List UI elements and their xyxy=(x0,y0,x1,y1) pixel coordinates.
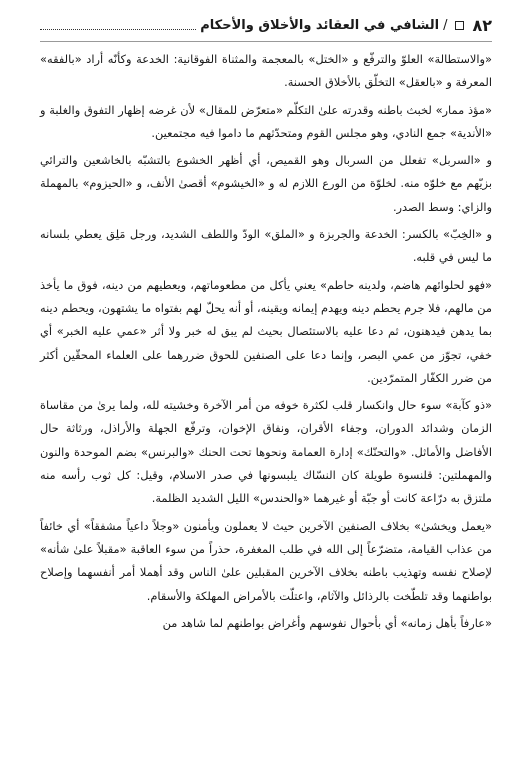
paragraph xyxy=(40,612,492,635)
paragraph-text: و «السربل» تفعلل من السربال وهو القميص، أي أظهر الخشوع بالتشبّه بالخاشعين والترائي بزيّهم مع خلوّه منه. لخلوّة من الورع اللازم له و «الخيشوم» أقصىٰ الأنف، و «الحيزوم» بالمهملة والزاي: وسط الصدر. xyxy=(40,153,492,214)
paragraph-text: «ذو كآبة» سوء حال وانكسار قلب لكثرة خوفه من أمر الآخرة وخشيته لله، ولما يرىٰ من مقاساة الزمان وشدائد الدوران، وجفاء الأقران، ونفاق الإخوان، وترفّع الجهلة والأراذل، ورثاثة حال الأفاضل والأماثل. «والتحنّك» إدارة العمامة ونحوها تحت الحنك «والبرنس» بضم الموحدة والنون والمهملتين: قلنسوة طويلة كان النسّاك يلبسونها في صدر الاسلام، وقيل: كل ثوب رأسه منه ملتزق به درّاعة كانت أو جبّة أو غيرهما «والحندس» الليل الشديد الظلمة. xyxy=(40,398,492,506)
paragraph-text: و «الخِبّ» بالكسر: الخدعة والجربزة و «الملق» الودّ واللطف الشديد، ورجل مَلِق يعطي بلسانه ما ليس في قلبه. xyxy=(40,227,492,265)
paragraph xyxy=(40,149,492,219)
paragraph xyxy=(40,223,492,270)
paragraph-text: «يعمل ويخشىٰ» بخلاف الصنفين الآخرين حيث لا يعملون ويأمنون «وجلاً داعياً مشفقاً» أي خائفاً من عذاب القيامة، متضرّعاً إلى الله في طلب المغفرة، حذراً من سوء العاقبة «مقبلاً علىٰ شأنه» لإصلاح نفسه وتهذيب باطنه بخلاف الآخرين المقبلين علىٰ الناس وقد أهملا أمر أنفسهما وإصلاح بواطنهما وقد تلطّخت بالرذائل والآثام، واعتلّت بالأمراض المهلكة والأسقام. xyxy=(40,518,492,603)
paragraph xyxy=(40,515,492,608)
page-header xyxy=(40,12,492,38)
page-body xyxy=(40,48,492,639)
paragraph xyxy=(40,99,492,146)
running-title: الشافي في العقائد والأخلاق والأحكام xyxy=(200,17,440,33)
paragraph xyxy=(40,48,492,95)
dotted-leader xyxy=(40,19,196,30)
header-separator: / xyxy=(443,17,448,33)
paragraph-text: «والاستطالة» العلوّ والترفّع و «الختل» بالمعجمة والمثناة الفوقانية: الخدعة وكأنّه أراد «بالفقه» المعرفة و «بالعقل» التخلّق بالأخلاق الحسنة. xyxy=(40,52,492,90)
square-ornament-icon xyxy=(455,21,464,30)
paragraph xyxy=(40,394,492,510)
paragraph-text: «مؤذ ممار» لخبث باطنه وقدرته علىٰ التكلّم «متعرّض للمقال» لأن غرضه إظهار التفوق والغلبة و «الأندية» جمع النادي، وهو مجلس القوم ومتحدّثهم ما داموا فيه مجتمعين. xyxy=(40,102,492,140)
paragraph xyxy=(40,274,492,390)
page-number: ٨٢ xyxy=(472,15,492,35)
paragraph-text: «فهو لحلوائهم هاضم، ولدينه حاطم» يعني يأكل من مطعوماتهم، ويعطيهم من دينه، فوق ما يأخذ من مالهم، فلا جرم يحطم دينه ويهدم إيمانه ويقينه، أو أنه يحلّ لهم بفتواه ما يشتهون، ويحطم دينه بما يدهن فيدهنون، ثم دعا عليه بالاستئصال بحيث لم يبق له خبر ولا أثر «عمي عليه الخبر» أي خفي، تجوّز من عمي البصر، وإنما دعا على الصنفين للحوق ضررهما على العلماء المحقّين أكثر من ضرر الكفّار المتمرّدين. xyxy=(40,277,492,385)
header-rule xyxy=(40,41,492,42)
paragraph-text: «عارفاً بأهل زمانه» أي بأحوال نفوسهم وأغراض بواطنهم لما شاهد من xyxy=(162,615,492,630)
